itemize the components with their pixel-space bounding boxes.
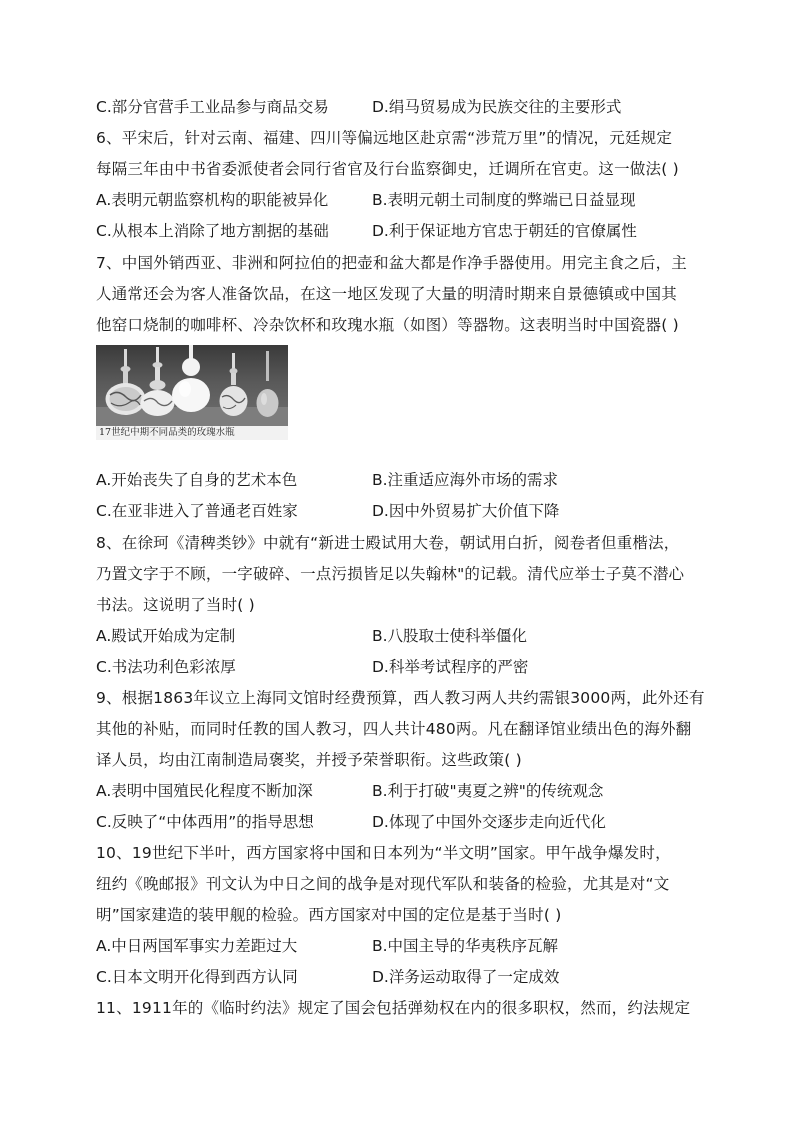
option-a: A.中日两国军事实力差距过大: [96, 937, 298, 955]
option-b: B.注重适应海外市场的需求: [372, 471, 559, 489]
vase-3: [172, 345, 210, 412]
vases-illustration: [96, 345, 288, 426]
option-d: D.绢马贸易成为民族交往的主要形式: [372, 98, 622, 116]
question-10-text: 明”国家建造的装甲舰的检验。西方国家对中国的定位是基于当时( ): [96, 906, 562, 924]
option-c: C.书法功利色彩浓厚: [96, 658, 236, 676]
question-10-text: 10、19世纪下半叶，西方国家将中国和日本列为“半文明”国家。甲午战争爆发时，: [96, 844, 671, 862]
question-6-text: 每隔三年由中书省委派使者会同行省官及行台监察御史，迁调所在官吏。这一做法( ): [96, 160, 679, 178]
option-d: D.体现了中国外交逐步走向近代化: [372, 813, 606, 831]
option-c: C.日本文明开化得到西方认同: [96, 968, 298, 986]
option-c: C.在亚非进入了普通老百姓家: [96, 502, 298, 520]
vase-1: [106, 349, 146, 415]
option-a: A.殿试开始成为定制: [96, 627, 236, 645]
question-11-text: 11、1911年的《临时约法》规定了国会包括弹劾权在内的很多职权，然而，约法规定: [96, 999, 691, 1017]
question-7-text: 人通常还会为客人准备饮品，在这一地区发现了大量的明清时期来自景德镇或中国其: [96, 285, 677, 303]
question-9-text: 译人员，均由江南制造局褒奖，并授予荣誉职衔。这些政策( ): [96, 751, 522, 769]
option-b: B.中国主导的华夷秩序瓦解: [372, 937, 559, 955]
question-8-text: 8、在徐珂《清稗类钞》中就有“新进士殿试用大卷，朝试用白折，阅卷者但重楷法，: [96, 534, 680, 552]
option-d: D.利于保证地方官忠于朝廷的官僚属性: [372, 222, 637, 240]
question-7-text: 7、中国外销西亚、非洲和阿拉伯的把壶和盆大都是作净手器使用。用完主食之后，主: [96, 254, 687, 272]
figure-caption: 17世纪中期不同品类的玫瑰水瓶: [96, 426, 288, 440]
option-d: D.因中外贸易扩大价值下降: [372, 502, 560, 520]
option-b: B.表明元朝土司制度的弊端已日益显现: [372, 191, 636, 209]
question-10-text: 纽约《晚邮报》刊文认为中日之间的战争是对现代军队和装备的检验，尤其是对“文: [96, 875, 670, 893]
question-8-text: 书法。这说明了当时( ): [96, 596, 255, 614]
question-7-text: 他窑口烧制的咖啡杯、冷杂饮杯和玫瑰水瓶（如图）等器物。这表明当时中国瓷器( ): [96, 316, 679, 334]
question-9-text: 其他的补贴，而同时任教的国人教习，四人共计480两。凡在翻译馆业绩出色的海外翻: [96, 720, 692, 738]
vase-4: [220, 353, 248, 416]
rosewater-bottles-figure: [96, 345, 288, 440]
option-b: B.利于打破"夷夏之辨"的传统观念: [372, 782, 604, 800]
option-c: C.反映了“中体西用”的指导思想: [96, 813, 314, 831]
question-9-text: 9、根据1863年议立上海同文馆时经费预算，西人教习两人共约需银3000两，此外还有: [96, 689, 705, 707]
vase-2: [141, 347, 175, 416]
vase-5: [257, 351, 279, 417]
option-a: A.开始丧失了自身的艺术本色: [96, 471, 298, 489]
option-d: D.洋务运动取得了一定成效: [372, 968, 560, 986]
question-8-text: 乃置文字于不顾，一字破碎、一点污损皆足以失翰林"的记载。清代应举士子莫不潜心: [96, 565, 685, 583]
option-c: C.部分官营手工业品参与商品交易: [96, 98, 329, 116]
question-6-text: 6、平宋后，针对云南、福建、四川等偏远地区赴京需“涉荒万里”的情况，元廷规定: [96, 129, 673, 147]
option-d: D.科举考试程序的严密: [372, 658, 529, 676]
option-a: A.表明元朝监察机构的职能被异化: [96, 191, 329, 209]
option-b: B.八股取士使科举僵化: [372, 627, 528, 645]
option-c: C.从根本上消除了地方割据的基础: [96, 222, 329, 240]
option-a: A.表明中国殖民化程度不断加深: [96, 782, 313, 800]
